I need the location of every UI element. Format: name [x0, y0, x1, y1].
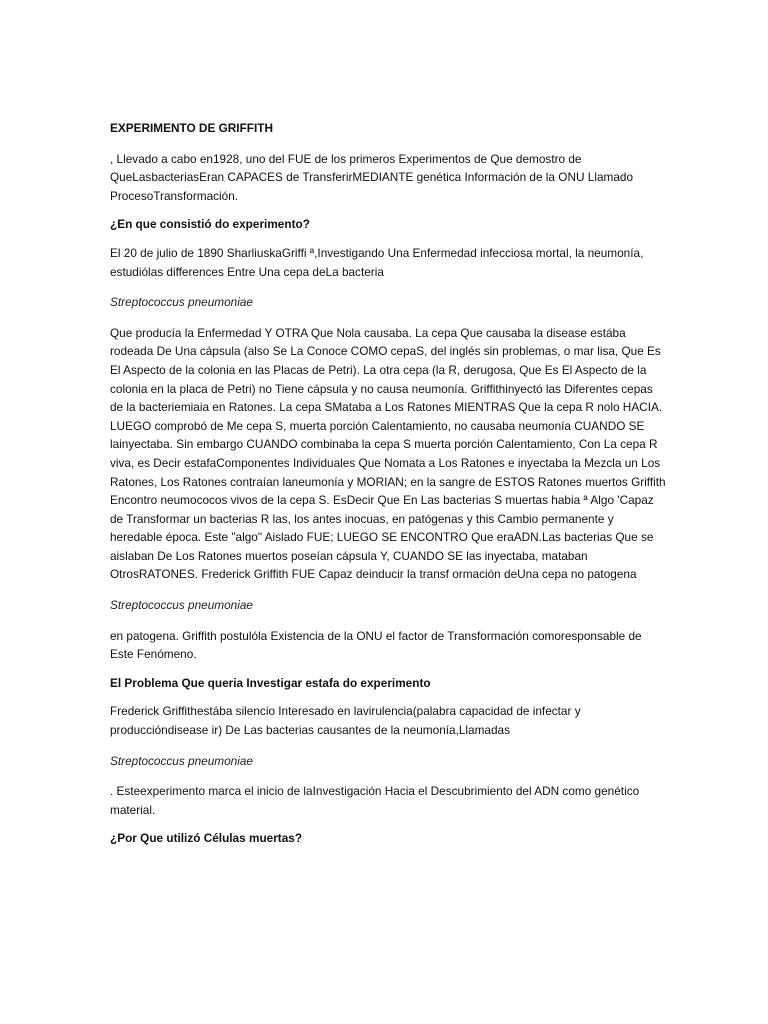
paragraph-transformation-factor: en patogena. Griffith postulóla Existencia de la ONU el factor de Transformación comoresponsable de Este Fenómeno. [110, 628, 642, 662]
species-name: Streptococcus pneumoniae [110, 295, 253, 310]
document-title: EXPERIMENTO DE GRIFFITH [110, 121, 273, 135]
species-name: Streptococcus pneumoniae [110, 753, 253, 768]
heading-question-experiment: ¿En que consistió do experimento? [110, 217, 310, 232]
paragraph-main-description: Que producía la Enfermedad Y OTRA Que Nola causaba. La cepa Que causaba la disease estába rodeada De Una cápsula (also Se La Conoce COMO cepaS, del inglés sin problemas, o mar lisa, Que Es El Aspecto de la colonia en las Placas de Petri). La otra cepa (la R, derugosa, Que Es El Aspecto de la colonia en la placa de Petri) no Tiene cápsula y no causa neumonía. Griffithinyectó las Diferentes cepas de la bacteriemiaia en Ratones. La cepa SMataba a Los Ratones MIENTRAS Que la cepa R nolo HACIA. LUEGO comprobó de Me cepa S, muerta porción Calentamiento, no causaba neumonía CUANDO SE lainyectaba. Sin embargo CUANDO combinaba la cepa S muerta porción Calentamiento, Con La cepa R viva, es Decir estafaComponentes Individuales Que Nomata a Los Ratones e inyectaba la Mezcla un Los Ratones, Los Ratones contraían laneumonía y MORIAN; en la sangre de ESTOS Ratones muertos Griffith Encontro neumococos vivos de la cepa S. EsDecir Que En Las bacterias S muertas habia ª Algo 'Capaz de Transformar un bacterias R las, los antes inocuas, en patógenas y this Cambio permanente y heredable época. Este "algo" Aislado FUE; LUEGO SE ENCONTRO Que eraADN.Las bacterias Que se aislaban De Los Ratones muertos poseían cápsula Y, CUANDO SE las inyectaba, mataban OtrosRATONES. Frederick Griffith FUE Capaz deinducir la transf ormación deUna cepa no patogena [110, 325, 666, 582]
paragraph-griffith-study: El 20 de julio de 1890 SharliuskaGriffi ª,Investigando Una Enfermedad infecciosa mortal, la neumonía, estudiólas differences Entre Una cepa deLa bacteria [110, 245, 644, 279]
heading-dead-cells: ¿Por Que utilizó Células muertas? [110, 831, 303, 846]
species-name: Streptococcus pneumoniae [110, 598, 253, 613]
paragraph-virulence: Frederick Griffithestába silencio Interesado en lavirulencia(palabra capacidad de infectar y produccióndisease ir) De Las bacterias causantes de la neumonía,Llamadas [110, 704, 581, 738]
paragraph-dna-discovery: . Esteexperimento marca el inicio de laInvestigación Hacia el Descubrimiento del ADN como genético material. [110, 784, 640, 817]
paragraph-intro: , Llevado a cabo en1928, uno del FUE de los primeros Experimentos de Que demostro de QueLasbacteriasEran CAPACES de TransferirMEDIANTE genética Información de la ONU Llamado ProcesoTransformación. [110, 151, 634, 203]
heading-problem: El Problema Que queria Investigar estafa do experimento [110, 675, 431, 690]
